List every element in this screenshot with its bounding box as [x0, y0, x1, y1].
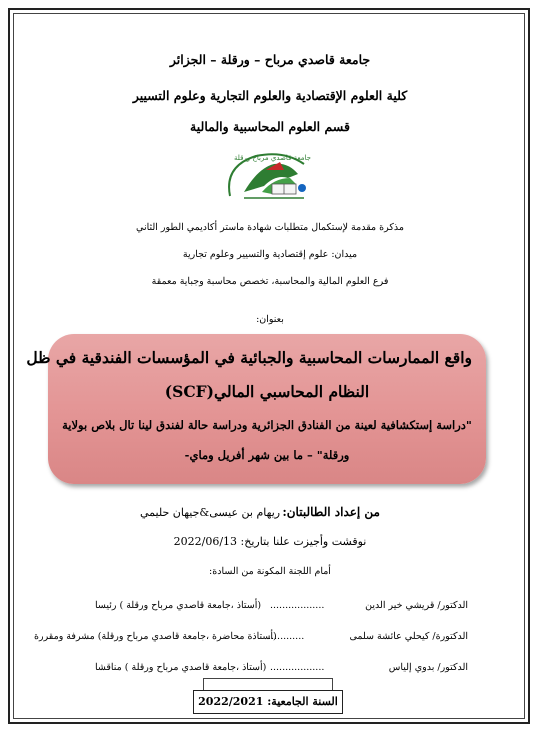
- academic-year-label: السنة الجامعية:: [267, 695, 338, 708]
- committee-member-name: الدكتورة/ كيحلي عائشة سلمى: [349, 631, 468, 642]
- thesis-title-line2: النظام المحاسبي المالي(SCF): [164, 382, 370, 401]
- university-name: جامعة قاصدي مرباح – ورقلة – الجزائر: [169, 52, 371, 67]
- memo-branch: فرع العلوم المالية والمحاسبة، تخصص محاسبة وجباية معمقة: [151, 276, 389, 287]
- committee-member-info: (أستاذ ،جامعة قاصدي مرباح ورقلة ) مناقشا: [95, 662, 267, 673]
- committee-member-info: (أستاذة محاضرة ،جامعة قاصدي مرباح ورقلة) مشرفة ومقررة: [34, 631, 277, 642]
- faculty-name: كلية العلوم الإقتصادية والعلوم التجارية وعلوم التسيير: [132, 88, 408, 103]
- thesis-subtitle-line2: ورقلة" – ما بين شهر أفريل وماي-: [184, 448, 350, 462]
- committee-member-dots: ..................: [270, 662, 325, 673]
- committee-member-name: الدكتور/ قريشي خير الدين: [365, 600, 468, 611]
- memo-field: ميدان: علوم إقتصادية والتسيير وعلوم تجارية: [182, 249, 358, 260]
- committee-member-dots: ............: [268, 631, 305, 642]
- thesis-title-line1: واقع الممارسات المحاسبية والجبائية في المؤسسات الفندقية في ظل: [26, 348, 472, 367]
- committee-intro: أمام اللجنة المكونة من السادة:: [209, 566, 331, 577]
- thesis-subtitle-line1: "دراسة إستكشافية لعينة من الفنادق الجزائرية ودراسة حالة لفندق لينا تال بلاص بولاية: [62, 418, 472, 432]
- university-emblem-icon: [204, 148, 334, 204]
- committee-member-name: الدكتور/ بدوي إلياس: [388, 662, 468, 673]
- department-name: قسم العلوم المحاسبية والمالية: [190, 119, 350, 134]
- academic-year-tab: [203, 678, 333, 690]
- memo-intro: مذكرة مقدمة لإستكمال متطلبات شهادة ماستر أكاديمي الطور الثاني: [136, 222, 404, 233]
- logo-ring-text: جامعة قاصدي مرباح ورقلة: [234, 154, 311, 162]
- thesis-title-box: [26, 334, 486, 484]
- students-names: ريهام بن عيسى&جيهان حليمي: [140, 506, 281, 519]
- title-intro: بعنوان:: [256, 314, 284, 325]
- students-label: من إعداد الطالبتان:: [282, 505, 380, 519]
- defense-date: نوقشت وأجيزت علنا بتاريخ: 2022/06/13: [173, 535, 367, 548]
- committee-member-info: (أستاذ ،جامعة قاصدي مرباح ورقلة ) رئيسا: [95, 600, 262, 611]
- academic-year-value: 2022/2021: [198, 695, 264, 708]
- committee-member-dots: ..................: [270, 600, 325, 611]
- academic-year-box: [193, 690, 343, 714]
